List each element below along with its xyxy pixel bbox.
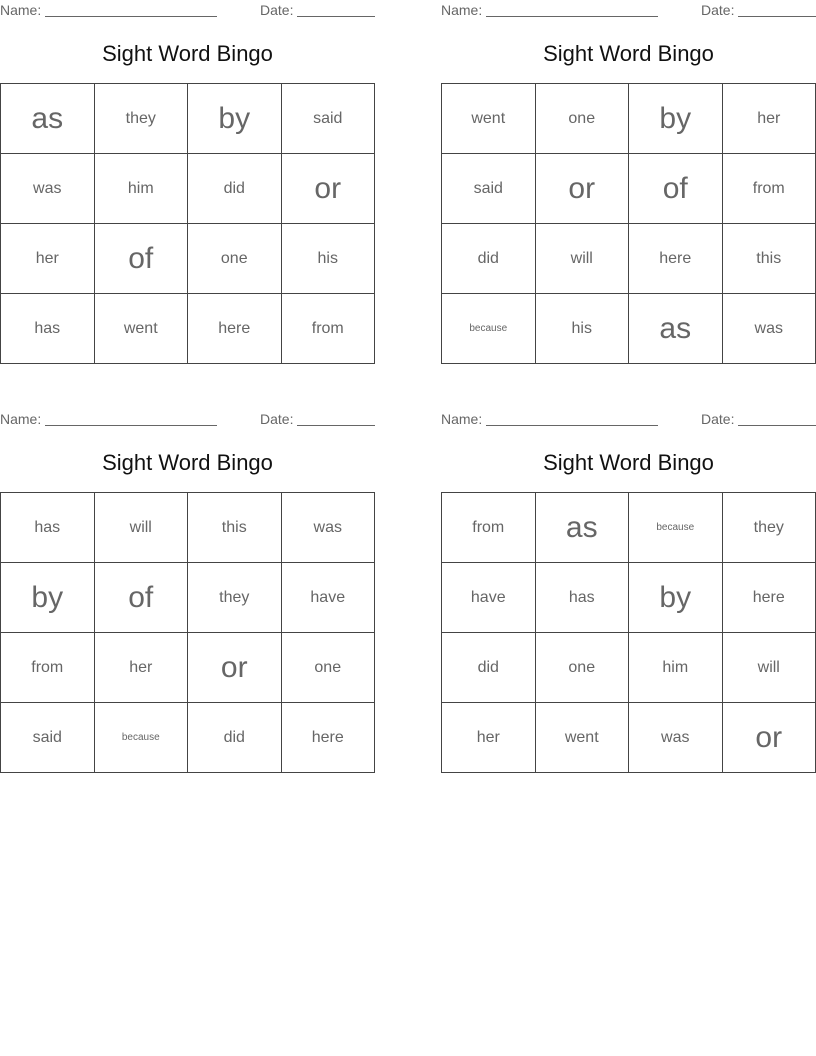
bingo-card-3	[0, 409, 375, 746]
bingo-cell[interactable]: will	[94, 493, 188, 563]
grid-row	[442, 224, 816, 294]
bingo-cell[interactable]: did	[442, 633, 536, 703]
bingo-cell[interactable]: one	[535, 84, 629, 154]
date-line[interactable]	[738, 425, 816, 426]
bingo-cell[interactable]: said	[281, 84, 375, 154]
bingo-cell[interactable]: one	[281, 633, 375, 703]
bingo-cell[interactable]: from	[722, 154, 816, 224]
bingo-cell[interactable]: they	[188, 563, 282, 633]
bingo-cell[interactable]: have	[442, 563, 536, 633]
grid-row	[1, 84, 375, 154]
bingo-grid	[0, 492, 375, 773]
name-line[interactable]	[486, 425, 658, 426]
date-label: Date:	[701, 2, 735, 18]
grid-row	[1, 703, 375, 773]
bingo-cell[interactable]: here	[722, 563, 816, 633]
grid-row	[1, 493, 375, 563]
card-title: Sight Word Bingo	[543, 41, 714, 66]
bingo-cell[interactable]: his	[281, 224, 375, 294]
bingo-cell[interactable]: as	[1, 84, 95, 154]
date-label: Date:	[260, 411, 294, 427]
name-date-row	[441, 2, 816, 20]
bingo-cell[interactable]: will	[722, 633, 816, 703]
bingo-cell[interactable]: this	[188, 493, 282, 563]
bingo-cell[interactable]: said	[1, 703, 95, 773]
bingo-cell[interactable]: as	[535, 493, 629, 563]
grid-row	[1, 294, 375, 364]
grid-row	[442, 563, 816, 633]
bingo-cell[interactable]: him	[629, 633, 723, 703]
bingo-card-2	[441, 0, 816, 345]
bingo-cell[interactable]: him	[94, 154, 188, 224]
bingo-cell[interactable]: or	[281, 154, 375, 224]
bingo-cell[interactable]: his	[535, 294, 629, 364]
bingo-cell[interactable]: was	[281, 493, 375, 563]
bingo-card-1	[0, 0, 375, 337]
bingo-cell[interactable]: by	[629, 563, 723, 633]
grid-row	[442, 703, 816, 773]
card-title: Sight Word Bingo	[102, 41, 273, 66]
bingo-card-4	[441, 409, 816, 754]
bingo-cell[interactable]: did	[188, 154, 282, 224]
bingo-cell[interactable]: went	[94, 294, 188, 364]
name-line[interactable]	[45, 16, 217, 17]
grid-row	[1, 633, 375, 703]
bingo-cell[interactable]: from	[1, 633, 95, 703]
bingo-cell[interactable]: was	[722, 294, 816, 364]
bingo-cell[interactable]: one	[535, 633, 629, 703]
bingo-cell[interactable]: her	[442, 703, 536, 773]
bingo-cell[interactable]: from	[281, 294, 375, 364]
bingo-cell[interactable]: by	[1, 563, 95, 633]
bingo-cell[interactable]: has	[535, 563, 629, 633]
name-date-row	[0, 2, 375, 20]
bingo-cell[interactable]: by	[629, 84, 723, 154]
name-label: Name:	[0, 2, 42, 18]
bingo-cell[interactable]: did	[442, 224, 536, 294]
date-line[interactable]	[297, 425, 375, 426]
grid-row	[1, 224, 375, 294]
bingo-cell[interactable]: here	[629, 224, 723, 294]
grid-row	[442, 493, 816, 563]
card-title: Sight Word Bingo	[102, 450, 273, 475]
bingo-cell[interactable]: has	[1, 493, 95, 563]
bingo-cell[interactable]: her	[722, 84, 816, 154]
bingo-grid	[0, 83, 375, 364]
bingo-cell[interactable]: from	[442, 493, 536, 563]
grid-row	[442, 154, 816, 224]
bingo-cell[interactable]: by	[188, 84, 282, 154]
grid-row	[442, 84, 816, 154]
bingo-cell[interactable]: went	[442, 84, 536, 154]
bingo-cell[interactable]: went	[535, 703, 629, 773]
date-label: Date:	[701, 411, 735, 427]
name-label: Name:	[0, 411, 42, 427]
grid-row	[442, 633, 816, 703]
bingo-cell[interactable]: one	[188, 224, 282, 294]
bingo-cell[interactable]: they	[94, 84, 188, 154]
grid-row	[1, 563, 375, 633]
bingo-cell[interactable]: has	[1, 294, 95, 364]
bingo-cell[interactable]: have	[281, 563, 375, 633]
name-label: Name:	[441, 2, 483, 18]
bingo-cell[interactable]: said	[442, 154, 536, 224]
date-line[interactable]	[297, 16, 375, 17]
name-line[interactable]	[486, 16, 658, 17]
bingo-cell[interactable]: because	[94, 703, 188, 773]
bingo-cell[interactable]: as	[629, 294, 723, 364]
bingo-cell[interactable]: or	[722, 703, 816, 773]
bingo-cell[interactable]: of	[94, 224, 188, 294]
bingo-cell[interactable]: they	[722, 493, 816, 563]
bingo-cell[interactable]: because	[442, 294, 536, 364]
bingo-cell[interactable]: this	[722, 224, 816, 294]
date-label: Date:	[260, 2, 294, 18]
bingo-cell[interactable]: was	[1, 154, 95, 224]
bingo-cell[interactable]: did	[188, 703, 282, 773]
bingo-cell[interactable]: or	[188, 633, 282, 703]
bingo-cell[interactable]: or	[535, 154, 629, 224]
name-line[interactable]	[45, 425, 217, 426]
bingo-grid	[441, 492, 816, 773]
date-line[interactable]	[738, 16, 816, 17]
bingo-cell[interactable]: here	[188, 294, 282, 364]
name-label: Name:	[441, 411, 483, 427]
bingo-cell[interactable]: will	[535, 224, 629, 294]
bingo-grid	[441, 83, 816, 364]
bingo-cell[interactable]: here	[281, 703, 375, 773]
name-date-row	[0, 411, 375, 429]
name-date-row	[441, 411, 816, 429]
bingo-cell[interactable]: of	[629, 154, 723, 224]
bingo-cell[interactable]: her	[94, 633, 188, 703]
grid-row	[1, 154, 375, 224]
bingo-cell[interactable]: because	[629, 493, 723, 563]
bingo-cell[interactable]: was	[629, 703, 723, 773]
bingo-cell[interactable]: her	[1, 224, 95, 294]
card-title: Sight Word Bingo	[543, 450, 714, 475]
grid-row	[442, 294, 816, 364]
bingo-cell[interactable]: of	[94, 563, 188, 633]
